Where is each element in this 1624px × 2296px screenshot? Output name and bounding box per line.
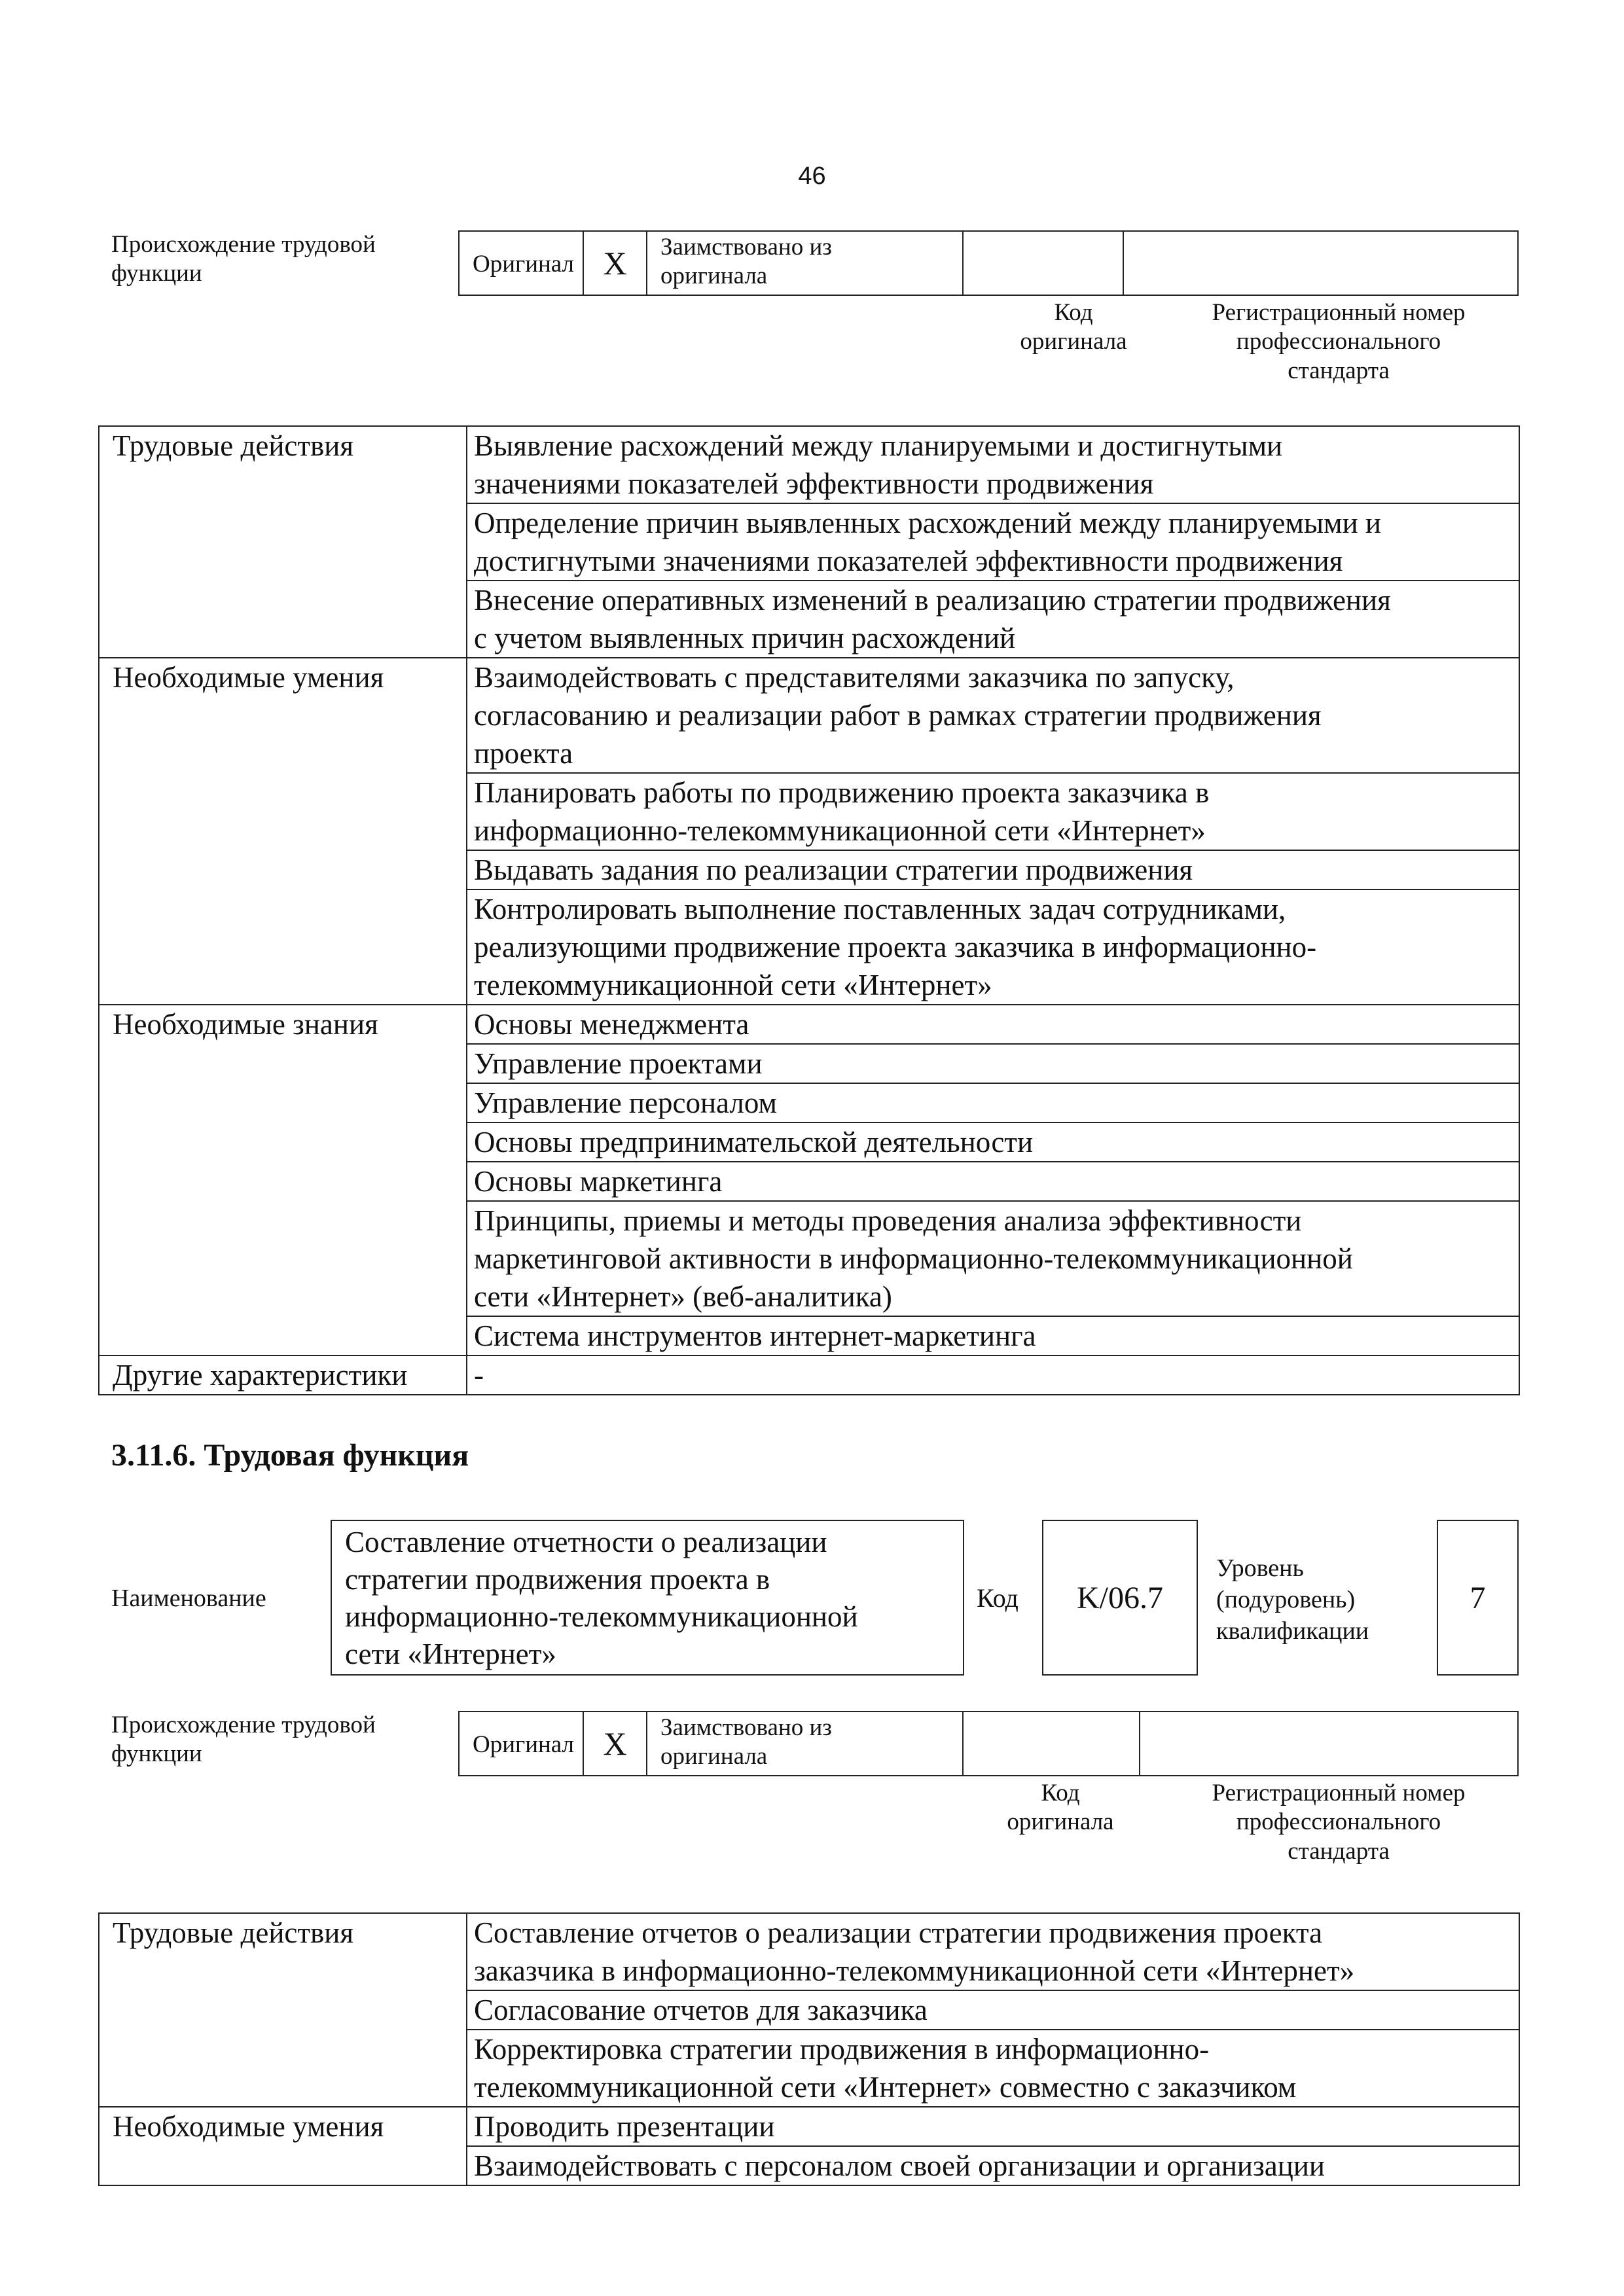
borrowed-cell: Заимствовано из оригинала [647,232,964,295]
labor-actions-header: Трудовые действия [99,1913,467,2107]
code-caption: Код оригинала [1020,299,1127,355]
code-label: Код [977,1583,1019,1613]
labor-action-item: Внесение оперативных изменений в реализацию стратегии продвижения с учетом выявленных причин расхождений [467,581,1519,658]
original-mark: X [584,232,647,295]
skills-header: Необходимые умения [99,2107,467,2185]
name-label: Наименование [111,1585,266,1612]
original-code-cell [964,1712,1140,1775]
skill-item: Взаимодействовать с представителями заказчика по запуску, согласованию и реализации работ в рамках стратегии продвижения проекта [467,658,1519,773]
page-number: 46 [798,162,826,190]
level-value: 7 [1437,1520,1519,1676]
origin-block-2 [111,1711,1519,1874]
other-characteristics-header: Другие характеристики [99,1355,467,1395]
skill-item: Взаимодействовать с персоналом своей организации и организации [467,2146,1519,2185]
origin-table [458,230,1519,296]
knowledge-item: Управление персоналом [467,1083,1519,1122]
function-name-box: Составление отчетности о реализации стратегии продвижения проекта в информационно-телекоммуникационной сети «Интернет» [331,1520,964,1676]
knowledge-header: Необходимые знания [99,1005,467,1355]
labor-action-item: Корректировка стратегии продвижения в информационно- телекоммуникационной сети «Интернет» совместно с заказчиком [467,2030,1519,2107]
borrowed-cell: Заимствовано из оригинала [647,1712,964,1775]
original-code-cell [964,232,1124,295]
knowledge-item: Принципы, приемы и методы проведения анализа эффективности маркетинговой активности в информационно-телекоммуникационной сети «Интернет» (веб-аналитика) [467,1201,1519,1316]
requirements-table-1 [98,425,1520,1395]
original-cell: Оригинал [460,232,584,295]
knowledge-item: Основы менеджмента [467,1005,1519,1044]
knowledge-item: Управление проектами [467,1044,1519,1083]
labor-action-item: Составление отчетов о реализации стратегии продвижения проекта заказчика в информационно-телекоммуникационной сети «Интернет» [467,1913,1519,1990]
knowledge-item: Основы предпринимательской деятельности [467,1122,1519,1162]
origin-label: Происхождение трудовой функции [111,1712,376,1768]
skill-item: Контролировать выполнение поставленных задач сотрудниками, реализующими продвижение проекта заказчика в информационно- телекоммуникационной сети «Интернет» [467,889,1519,1005]
knowledge-item: Система инструментов интернет-маркетинга [467,1316,1519,1355]
origin-block-1 [111,230,1519,394]
skill-item: Выдавать задания по реализации стратегии продвижения [467,850,1519,889]
original-cell: Оригинал [460,1712,584,1775]
level-label: Уровень (подуровень) квалификации [1216,1554,1369,1645]
labor-actions-header: Трудовые действия [99,426,467,658]
labor-action-item: Выявление расхождений между планируемыми и достигнутыми значениями показателей эффективности продвижения [467,426,1519,503]
labor-action-item: Определение причин выявленных расхождений между планируемыми и достигнутыми значениями показателей эффективности продвижения [467,503,1519,581]
origin-table [458,1711,1519,1776]
skills-header: Необходимые умения [99,658,467,1005]
section-title: 3.11.6. Трудовая функция [111,1438,469,1473]
code-value: K/06.7 [1042,1520,1198,1676]
registration-number-cell [1140,1712,1517,1775]
registration-number-cell [1124,232,1517,295]
knowledge-item: Основы маркетинга [467,1162,1519,1201]
registration-caption: Регистрационный номер профессионального стандарта [1212,1780,1466,1865]
skill-item: Планировать работы по продвижению проекта заказчика в информационно-телекоммуникационной сети «Интернет» [467,773,1519,850]
skill-item: Проводить презентации [467,2107,1519,2146]
code-caption: Код оригинала [1007,1780,1114,1836]
original-mark: X [584,1712,647,1775]
registration-caption: Регистрационный номер профессионального стандарта [1212,299,1466,384]
labor-action-item: Согласование отчетов для заказчика [467,1990,1519,2030]
other-characteristics-value: - [467,1355,1519,1395]
requirements-table-2 [98,1912,1520,2186]
origin-label: Происхождение трудовой функции [111,231,376,287]
